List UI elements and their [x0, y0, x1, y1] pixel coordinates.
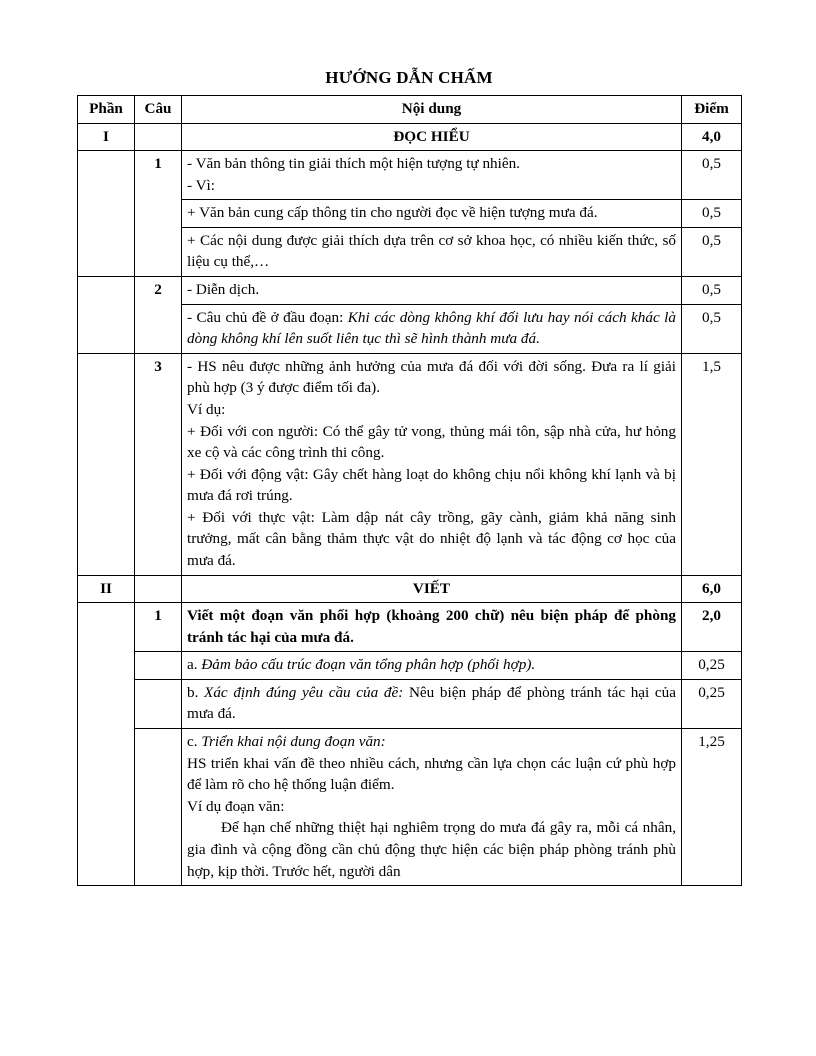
writing-prompt-text: Viết một đoạn văn phối hợp (khoảng 200 chữ) nêu biện pháp để phòng tránh tác hại của mưa đá.	[187, 607, 676, 646]
criterion-c-label: c.	[187, 733, 202, 751]
writing-criterion-b-score: 0,25	[682, 679, 742, 728]
writing-criterion-c-content	[182, 729, 682, 886]
question-2-score-b: 0,5	[682, 304, 742, 353]
table-row	[78, 679, 742, 728]
writing-prompt-score: 2,0	[682, 603, 742, 652]
part-spacer-3	[78, 353, 135, 575]
q1-line-4: + Các nội dung được giải thích dựa trên cơ sở khoa học, có nhiều kiến thức, số liệu cụ thể,…	[187, 231, 676, 271]
column-header-score: Điểm	[682, 96, 742, 124]
section-label-part-1: I	[78, 123, 135, 151]
section-question-blank-2	[135, 575, 182, 603]
q2-line-2-quote: Khi các dòng không khí đối lưu hay nói cách khác là dòng không khí lên suốt liên tục thì sẽ hình thành mưa đá.	[187, 308, 676, 348]
grading-guide-table	[77, 95, 742, 886]
section-title-reading: ĐỌC HIỂU	[182, 123, 682, 151]
section-total-reading: 4,0	[682, 123, 742, 151]
q2-line-2-prefix: - Câu chủ đề ở đầu đoạn:	[187, 308, 348, 326]
criterion-b-text	[187, 682, 676, 725]
part-spacer-4	[78, 603, 135, 886]
question-2-content-a	[182, 277, 682, 305]
section-title-writing: VIẾT	[182, 575, 682, 603]
question-2-score-a: 0,5	[682, 277, 742, 305]
criterion-c-italic: Triển khai nội dung đoạn văn:	[201, 733, 386, 751]
q2-line-1: - Diễn dịch.	[187, 281, 260, 299]
criterion-b-rest: Nêu biện pháp để phòng tránh tác hại của mưa đá.	[187, 683, 676, 723]
table-row	[78, 603, 742, 652]
section-label-part-2: II	[78, 575, 135, 603]
question-3-score: 1,5	[682, 353, 742, 575]
column-header-part: Phần	[78, 96, 135, 124]
table-row	[78, 652, 742, 680]
question-1-score-a: 0,5	[682, 151, 742, 200]
table-row	[78, 277, 742, 305]
section-row-reading	[78, 123, 742, 151]
question-1-content-b	[182, 200, 682, 228]
question-3-content	[182, 353, 682, 575]
writing-criterion-b-question-blank	[135, 679, 182, 728]
section-row-writing	[78, 575, 742, 603]
table-row	[78, 353, 742, 575]
criterion-c-line-1: HS triển khai vấn đề theo nhiều cách, nhưng cần lựa chọn các luận cứ phù hợp để làm rõ cho hệ thống luận điểm.	[187, 754, 676, 794]
question-1-score-b: 0,5	[682, 200, 742, 228]
writing-question-number-1: 1	[135, 603, 182, 652]
criterion-c-sample-paragraph: Để hạn chế những thiệt hại nghiêm trọng do mưa đá gây ra, mỗi cá nhân, gia đình và cộng đồng cần chủ động thực hiện các biện pháp phòng tránh phù hợp, kịp thời. Trước hết, người dân	[187, 819, 676, 880]
criterion-c-heading	[187, 731, 676, 753]
criterion-a-text	[187, 654, 676, 676]
q3-line-1: - HS nêu được những ảnh hưởng của mưa đá đối với đời sống. Đưa ra lí giải phù hợp (3 ý được điểm tối đa).	[187, 357, 676, 397]
criterion-b-italic: Xác định đúng yêu cầu của đề:	[204, 683, 404, 701]
q1-line-2: - Vì:	[187, 176, 215, 194]
q3-line-4: + Đối với động vật: Gây chết hàng loạt do không chịu nổi không khí lạnh và bị mưa đá rơi trúng.	[187, 465, 676, 505]
section-total-writing: 6,0	[682, 575, 742, 603]
q3-line-5: + Đối với thực vật: Làm dập nát cây trồng, gãy cành, giảm khả năng sinh trưởng, mất cân bằng thảm thực vật do nhiệt độ lạnh và tác động cơ học của mưa đá.	[187, 508, 676, 569]
question-2-content-b	[182, 304, 682, 353]
question-1-content-a	[182, 151, 682, 200]
criterion-a-label: a.	[187, 656, 202, 674]
question-number-3: 3	[135, 353, 182, 575]
writing-criterion-b-content	[182, 679, 682, 728]
criterion-c-line-2: Ví dụ đoạn văn:	[187, 797, 285, 815]
page-title: HƯỚNG DẪN CHẤM	[325, 68, 493, 87]
q1-line-3: + Văn bản cung cấp thông tin cho người đọc về hiện tượng mưa đá.	[187, 204, 598, 222]
column-header-question: Câu	[135, 96, 182, 124]
part-spacer-1	[78, 151, 135, 277]
question-1-score-c: 0,5	[682, 227, 742, 276]
criterion-a-italic: Đảm bảo cấu trúc đoạn văn tổng phân hợp (phối hợp).	[201, 656, 536, 674]
writing-criterion-a-content	[182, 652, 682, 680]
writing-criterion-c-score: 1,25	[682, 729, 742, 886]
table-row	[78, 729, 742, 886]
writing-criterion-a-question-blank	[135, 652, 182, 680]
q3-line-3: + Đối với con người: Có thể gây tử vong, thủng mái tôn, sập nhà cửa, hư hỏng xe cộ và các công trình thi công.	[187, 422, 676, 462]
writing-criterion-c-question-blank	[135, 729, 182, 886]
writing-prompt-content	[182, 603, 682, 652]
column-header-content: Nội dung	[182, 96, 682, 124]
question-1-content-c	[182, 227, 682, 276]
table-row	[78, 151, 742, 200]
question-number-1: 1	[135, 151, 182, 277]
question-number-2: 2	[135, 277, 182, 354]
q2-line-2	[187, 307, 676, 350]
q3-line-2: Ví dụ:	[187, 400, 226, 418]
q1-line-1: - Văn bản thông tin giải thích một hiện tượng tự nhiên.	[187, 155, 520, 173]
criterion-b-label: b.	[187, 683, 205, 701]
section-question-blank-1	[135, 123, 182, 151]
part-spacer-2	[78, 277, 135, 354]
writing-criterion-a-score: 0,25	[682, 652, 742, 680]
table-header-row	[78, 96, 742, 124]
